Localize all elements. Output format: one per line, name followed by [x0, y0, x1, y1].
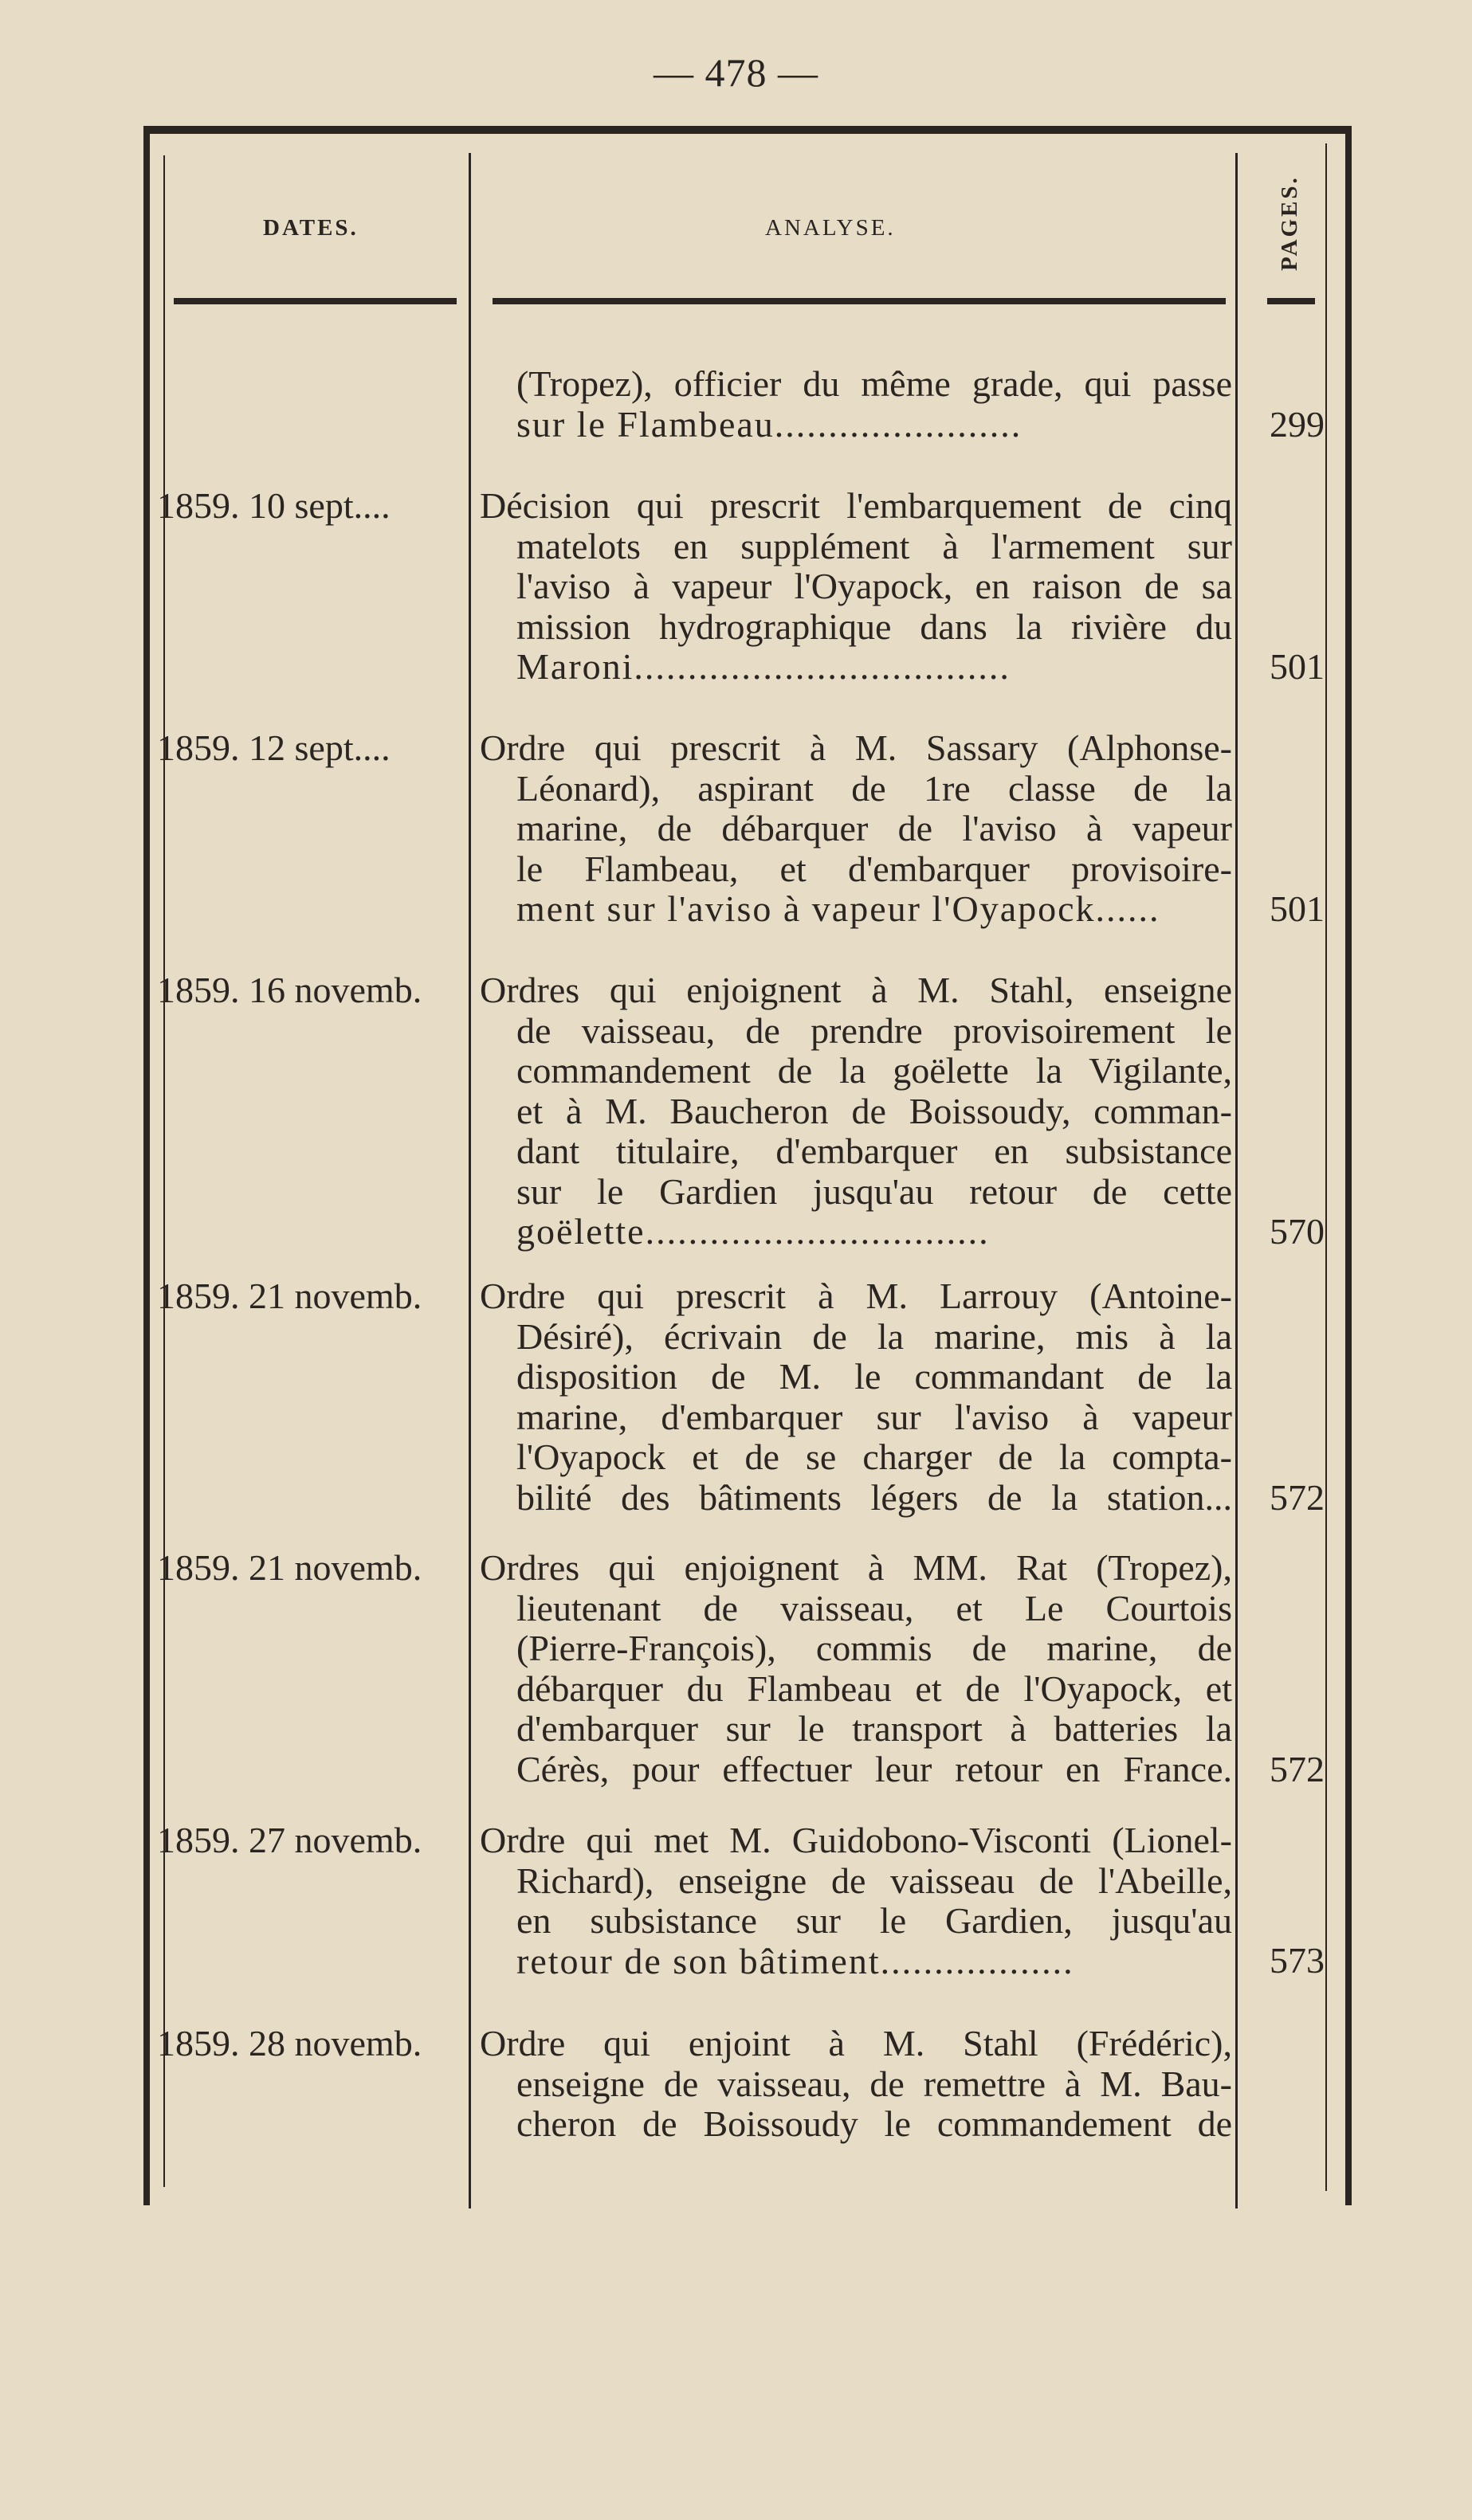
entry-text	[480, 1548, 1232, 1789]
entry-text	[480, 1276, 1232, 1518]
entry-line: Cérès, pour effectuer leur retour en France.	[516, 1749, 1232, 1789]
entry-line: Ordre qui enjoint à M. Stahl (Frédéric),	[480, 2024, 1232, 2063]
entry-line: marine, d'embarquer sur l'aviso à vapeur	[516, 1397, 1232, 1437]
entry-line: dant titulaire, d'embarquer en subsistance	[516, 1131, 1232, 1171]
column-rule-analyse	[1235, 153, 1238, 2208]
entry-line: cheron de Boissoudy le commandement de	[516, 2104, 1232, 2144]
entry-line: l'aviso à vapeur l'Oyapock, en raison de sa	[516, 566, 1232, 606]
entry-page: 572	[1270, 1749, 1325, 1789]
entry-line: de vaisseau, de prendre provisoirement le	[516, 1010, 1232, 1051]
entry-line: Désiré), écrivain de la marine, mis à la	[516, 1316, 1232, 1357]
entry-line: marine, de débarquer de l'aviso à vapeur	[516, 809, 1232, 848]
entry-line: Ordres qui enjoignent à M. Stahl, enseigne	[480, 970, 1232, 1010]
entry-date: 1859. 10 sept....	[157, 485, 391, 526]
entry-line: le Flambeau, et d'embarquer provisoire-	[516, 848, 1232, 889]
entry-date: 1859. 12 sept....	[157, 727, 391, 768]
entry-line: Maroni...................................	[516, 647, 1011, 687]
entry-page: 572	[1270, 1477, 1325, 1518]
entry-line: disposition de M. le commandant de la	[516, 1357, 1232, 1397]
entry-page: 570	[1270, 1211, 1325, 1252]
header-rule-analyse	[493, 298, 1226, 304]
entry-date: 1859. 21 novemb.	[157, 1547, 422, 1588]
entry-line: ment sur l'aviso à vapeur l'Oyapock......	[516, 889, 1160, 929]
entry-line: matelots en supplément à l'armement sur	[516, 526, 1232, 566]
entry-line: Décision qui prescrit l'embarquement de cinq	[480, 486, 1232, 526]
entry-text	[480, 364, 1232, 445]
entry-line: Ordre qui met M. Guidobono-Visconti (Lionel-	[480, 1820, 1232, 1860]
entry-line: commandement de la goëlette la Vigilante,	[516, 1051, 1232, 1091]
entry-text	[480, 728, 1232, 930]
header-rule-dates	[174, 298, 457, 304]
entry-line: enseigne de vaisseau, de remettre à M. Bau-	[516, 2063, 1232, 2104]
entry-line: (Tropez), officier du même grade, qui passe	[516, 364, 1232, 404]
entry-line: mission hydrographique dans la rivière du	[516, 606, 1232, 647]
entry-page: 501	[1270, 888, 1325, 929]
entry-page: 573	[1270, 1940, 1325, 1981]
column-rule-right	[1325, 143, 1327, 2191]
header-rule-pages	[1267, 298, 1315, 304]
entry-line: bilité des bâtiments légers de la station...	[516, 1477, 1232, 1518]
entry-line: Ordre qui prescrit à M. Sassary (Alphonse-	[480, 728, 1232, 768]
entry-text	[480, 2024, 1232, 2145]
entry-line: retour de son bâtiment..................	[516, 1941, 1074, 1981]
header-pages: PAGES.	[1277, 175, 1302, 271]
entry-line: Ordre qui prescrit à M. Larrouy (Antoine-	[480, 1276, 1232, 1316]
entry-text	[480, 970, 1232, 1252]
entry-line: débarquer du Flambeau et de l'Oyapock, et	[516, 1668, 1232, 1709]
entry-line: (Pierre-François), commis de marine, de	[516, 1628, 1232, 1668]
entry-date: 1859. 21 novemb.	[157, 1276, 422, 1316]
entry-line: en subsistance sur le Gardien, jusqu'au	[516, 1901, 1232, 1941]
entry-date: 1859. 28 novemb.	[157, 2023, 422, 2063]
entry-text	[480, 486, 1232, 688]
column-rule-left	[163, 155, 165, 2187]
entry-line: Richard), enseigne de vaisseau de l'Abeille,	[516, 1860, 1232, 1901]
entry-date: 1859. 27 novemb.	[157, 1820, 422, 1860]
entry-date: 1859. 16 novemb.	[157, 970, 422, 1010]
entry-line: Ordres qui enjoignent à MM. Rat (Tropez),	[480, 1548, 1232, 1588]
column-rule-dates	[469, 153, 471, 2208]
entry-line: Léonard), aspirant de 1re classe de la	[516, 768, 1232, 809]
entry-line: goëlette................................	[516, 1212, 990, 1252]
entry-line: et à M. Baucheron de Boissoudy, comman-	[516, 1091, 1232, 1131]
page-number: — 478 —	[654, 50, 818, 95]
entry-line: d'embarquer sur le transport à batteries la	[516, 1709, 1232, 1749]
entry-text	[480, 1820, 1232, 1981]
entry-line: lieutenant de vaisseau, et Le Courtois	[516, 1588, 1232, 1628]
entry-line: sur le Flambeau.......................	[516, 404, 1023, 445]
header-dates: DATES.	[263, 215, 359, 241]
entry-page: 299	[1270, 404, 1325, 445]
entry-line: sur le Gardien jusqu'au retour de cette	[516, 1171, 1232, 1212]
entry-page: 501	[1270, 646, 1325, 687]
header-analyse: ANALYSE.	[765, 215, 896, 241]
entry-line: l'Oyapock et de se charger de la compta-	[516, 1437, 1232, 1477]
